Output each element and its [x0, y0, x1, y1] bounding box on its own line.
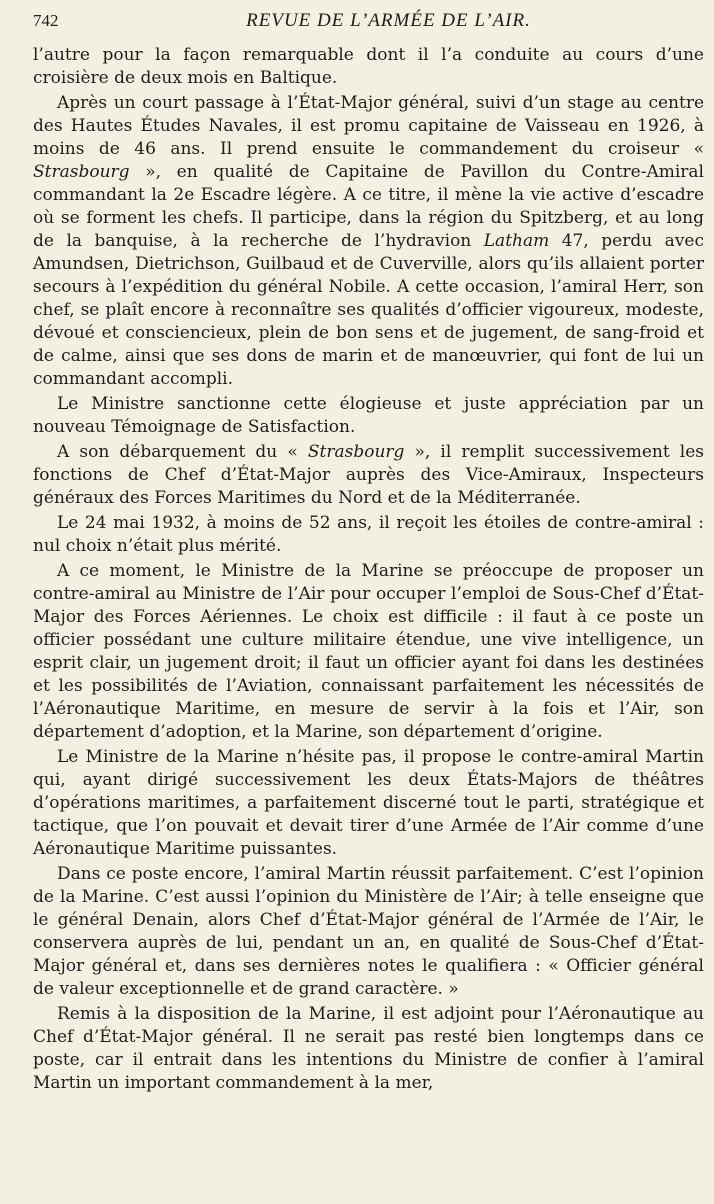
paragraph-text: 47, perdu avec Amundsen, Dietrichson, Guilbaud et de Cuverville, alors qu’ils allaient porter secours à l’expédition du général Nobile. A cette occasion, l’amiral Herr, son chef, se plaît encore à reconnaître ses qualités d’officier vigoureux, modeste, dévoué et consciencieux, plein de bon sens et de jugement, de sang-froid et de calme, ainsi que ses dons de marin et de manœuvrier, qui font de lui un commandant accompli.: [33, 231, 705, 389]
paragraph-promotion: [33, 92, 704, 391]
paragraph-disembarkation: [33, 441, 704, 510]
running-title: REVUE DE L’ARMÉE DE L’AIR.: [246, 10, 531, 31]
paragraph-text: A son débarquement du «: [57, 442, 308, 462]
paragraph-proposal: Le Ministre de la Marine n’hésite pas, il propose le contre-amiral Martin qui, ayant dirigé successivement les deux États-Majors de théâtres d’opérations maritimes, a parfaitement discerné tout le parti, stratégique et tactique, que l’on pouvait et devait tirer d’une Armée de l’Air comme d’une Aéronautique Maritime puissantes.: [33, 747, 704, 859]
paragraph-satisfaction: Le Ministre sanctionne cette élogieuse et juste appréciation par un nouveau Témoignage de Satisfaction.: [33, 394, 704, 437]
ship-name: Strasbourg: [33, 162, 130, 182]
paragraph-continuation: l’autre pour la façon remarquable dont il l’a conduite au cours d’une croisière de deux mois en Baltique.: [33, 45, 704, 88]
paragraph-reassignment: Remis à la disposition de la Marine, il est adjoint pour l’Aéronautique au Chef d’État-Major général. Il ne serait pas resté bien longtemps dans ce poste, car il entrait dans les intentions du Ministre de confier à l’amiral Martin un important commandement à la mer,: [33, 1004, 704, 1093]
paragraph-text: Après un court passage à l’État-Major général, suivi d’un stage au centre des Hautes Études Navales, il est promu capitaine de Vaisseau en 1926, à moins de 46 ans. Il prend ensuite le commandement du croiseur «: [33, 93, 704, 159]
paragraph-air-ministry: A ce moment, le Ministre de la Marine se préoccupe de proposer un contre-amiral au Ministre de l’Air pour occuper l’emploi de Sous-Chef d’État-Major des Forces Aériennes. Le choix est difficile : il faut à ce poste un officier possédant une culture militaire étendue, une vive intelligence, un esprit clair, un jugement droit; il faut un officier ayant foi dans les destinées et les possibilités de l’Aviation, connaissant parfaitement les nécessités de l’Aéronautique Maritime, en mesure de servir à la fois et l’Air, son département d’adoption, et la Marine, son département d’origine.: [33, 561, 704, 742]
article-body: [33, 44, 704, 1095]
paragraph-text: », en qualité de Capitaine de Pavillon du Contre-Amiral commandant la 2e Escadre légère. A ce titre, il mène la vie active d’escadre où se forment les chefs. Il participe, dans la région du Spitzberg, et au long de la banquise, à la recherche de l’hydravion: [33, 162, 704, 251]
page-number: 742: [33, 11, 59, 30]
paragraph-text: », il remplit successivement les fonctions de Chef d’État-Major auprès des Vice-Amiraux, Inspecteurs généraux des Forces Maritimes du Nord et de la Méditerranée.: [33, 442, 704, 508]
paragraph-rear-admiral: Le 24 mai 1932, à moins de 52 ans, il reçoit les étoiles de contre-amiral : nul choix n’était plus mérité.: [33, 513, 704, 556]
running-header: [33, 10, 704, 44]
ship-name: Strasbourg: [307, 442, 405, 462]
aircraft-name: Latham: [483, 231, 550, 251]
paragraph-success: Dans ce poste encore, l’amiral Martin réussit parfaitement. C’est l’opinion de la Marine. C’est aussi l’opinion du Ministère de l’Air; à telle enseigne que le général Denain, alors Chef d’État-Major général de l’Armée de l’Air, le conservera auprès de lui, pendant un an, en qualité de Sous-Chef d’État-Major général et, dans ses dernières notes le qualifiera : « Officier général de valeur exceptionnelle et de grand caractère. »: [33, 864, 704, 999]
